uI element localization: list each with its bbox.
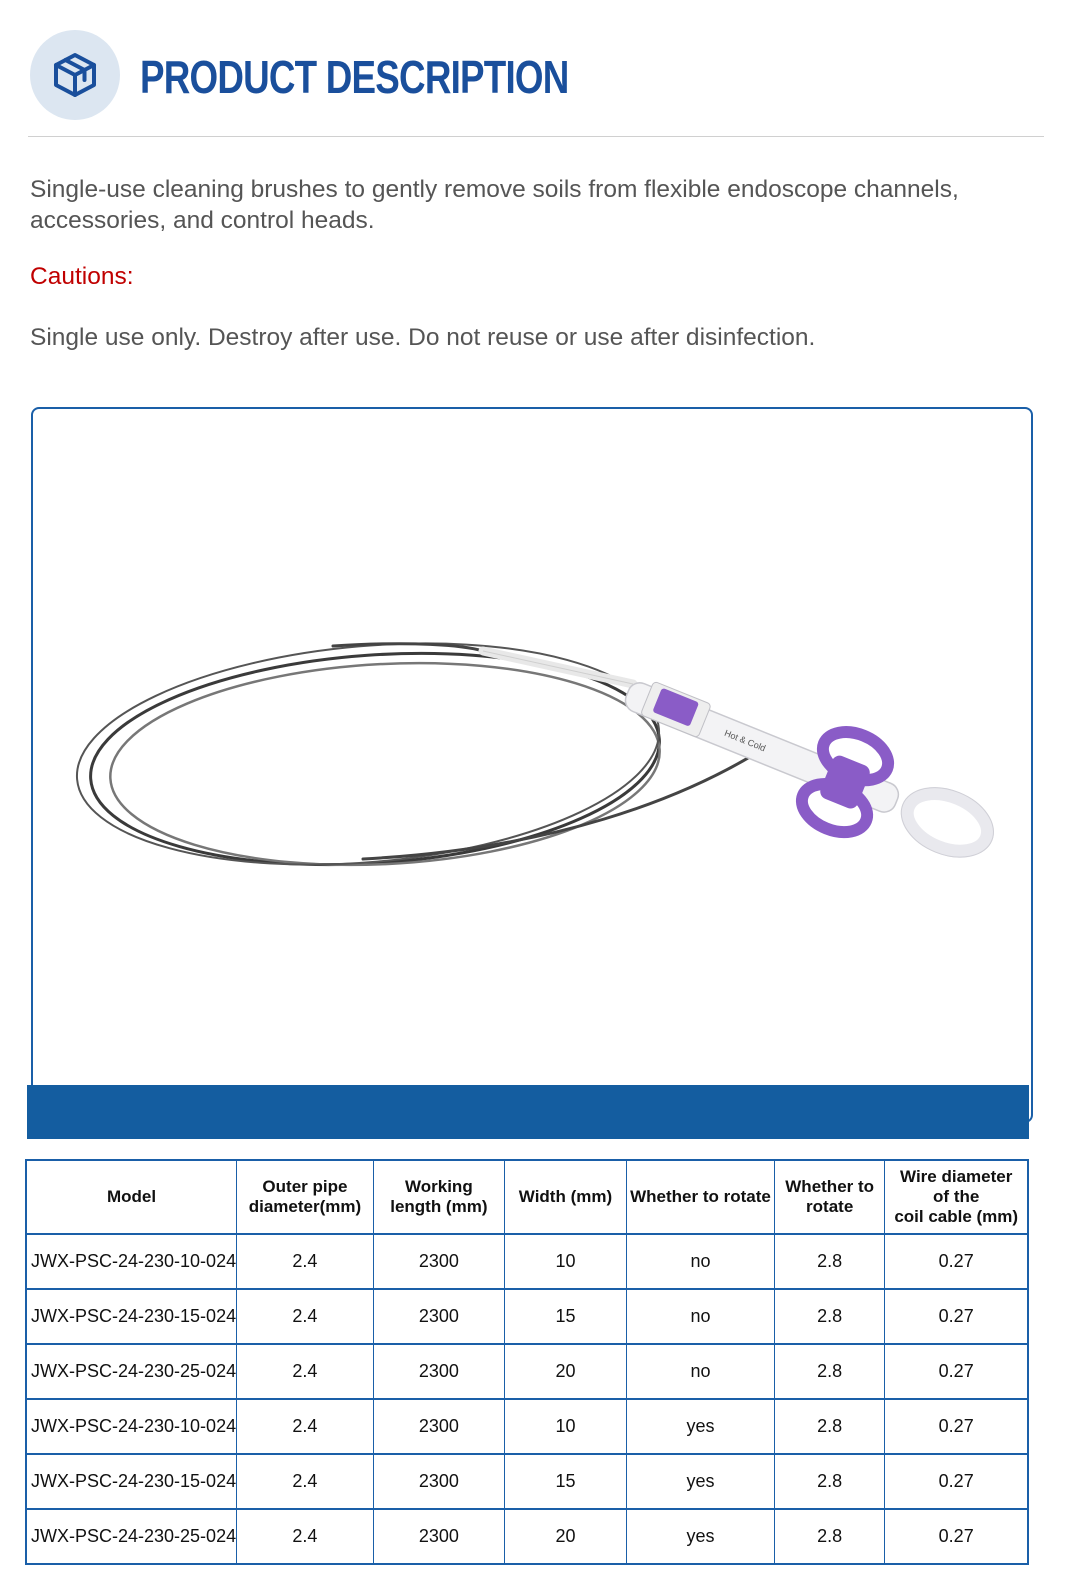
cell-width: 10: [504, 1234, 626, 1289]
cell-working-length: 2300: [373, 1344, 504, 1399]
cell-outer-diameter: 2.4: [237, 1234, 374, 1289]
cell-working-length: 2300: [373, 1289, 504, 1344]
header-whether-to-rotate-2: Whether to rotate: [774, 1160, 884, 1234]
cell-model: JWX-PSC-24-230-25-024: [26, 1509, 237, 1564]
cell-wire-diameter: 0.27: [885, 1234, 1028, 1289]
table-row: [26, 1399, 1028, 1454]
blue-band: [27, 1085, 1029, 1139]
table-row: [26, 1344, 1028, 1399]
header-whether-to-rotate: Whether to rotate: [626, 1160, 774, 1234]
page-title: PRODUCT DESCRIPTION: [140, 51, 569, 103]
section-header: [0, 0, 1072, 138]
cell-rotate: no: [626, 1344, 774, 1399]
cell-rotate: no: [626, 1234, 774, 1289]
cell-rotate-2: 2.8: [774, 1454, 884, 1509]
product-image-frame: [31, 407, 1033, 1123]
cube-icon: [30, 30, 120, 120]
divider: [28, 136, 1044, 137]
table-row: [26, 1234, 1028, 1289]
cell-wire-diameter: 0.27: [885, 1509, 1028, 1564]
cell-rotate: no: [626, 1289, 774, 1344]
cell-rotate: yes: [626, 1509, 774, 1564]
cell-outer-diameter: 2.4: [237, 1509, 374, 1564]
cell-working-length: 2300: [373, 1234, 504, 1289]
cell-width: 10: [504, 1399, 626, 1454]
cell-model: JWX-PSC-24-230-25-024: [26, 1344, 237, 1399]
cell-width: 20: [504, 1344, 626, 1399]
cell-rotate-2: 2.8: [774, 1399, 884, 1454]
product-description: Single-use cleaning brushes to gently remove soils from flexible endoscope channels, accessories, and control heads.: [30, 176, 959, 234]
cell-width: 20: [504, 1509, 626, 1564]
cell-working-length: 2300: [373, 1454, 504, 1509]
cell-outer-diameter: 2.4: [237, 1454, 374, 1509]
header-width: Width (mm): [504, 1160, 626, 1234]
cell-wire-diameter: 0.27: [885, 1289, 1028, 1344]
cell-rotate: yes: [626, 1399, 774, 1454]
header-outer-pipe-diameter: Outer pipe diameter(mm): [237, 1160, 374, 1234]
cell-wire-diameter: 0.27: [885, 1399, 1028, 1454]
table-row: [26, 1509, 1028, 1564]
table-row: [26, 1454, 1028, 1509]
header-wire-diameter: Wire diameter of the coil cable (mm): [885, 1160, 1028, 1234]
cell-model: JWX-PSC-24-230-10-024: [26, 1234, 237, 1289]
cell-working-length: 2300: [373, 1509, 504, 1564]
cell-rotate-2: 2.8: [774, 1344, 884, 1399]
handle-label: Hot & Cold: [722, 727, 768, 754]
cell-outer-diameter: 2.4: [237, 1289, 374, 1344]
table-header-row: [26, 1160, 1028, 1234]
cell-model: JWX-PSC-24-230-15-024: [26, 1454, 237, 1509]
header-working-length: Working length (mm): [373, 1160, 504, 1234]
table-row: [26, 1289, 1028, 1344]
cell-rotate-2: 2.8: [774, 1509, 884, 1564]
cell-outer-diameter: 2.4: [237, 1344, 374, 1399]
spec-table: [25, 1159, 1029, 1565]
cell-width: 15: [504, 1289, 626, 1344]
cell-rotate-2: 2.8: [774, 1234, 884, 1289]
cell-rotate-2: 2.8: [774, 1289, 884, 1344]
cell-width: 15: [504, 1454, 626, 1509]
cell-model: JWX-PSC-24-230-15-024: [26, 1289, 237, 1344]
cleaning-brush-image: [33, 409, 1031, 1121]
cell-model: JWX-PSC-24-230-10-024: [26, 1399, 237, 1454]
header-model: Model: [26, 1160, 237, 1234]
cell-wire-diameter: 0.27: [885, 1344, 1028, 1399]
cell-rotate: yes: [626, 1454, 774, 1509]
cell-outer-diameter: 2.4: [237, 1399, 374, 1454]
cell-working-length: 2300: [373, 1399, 504, 1454]
cautions-text: Single use only. Destroy after use. Do not reuse or use after disinfection.: [30, 324, 816, 351]
cautions-heading: Cautions:: [30, 263, 134, 290]
cell-wire-diameter: 0.27: [885, 1454, 1028, 1509]
